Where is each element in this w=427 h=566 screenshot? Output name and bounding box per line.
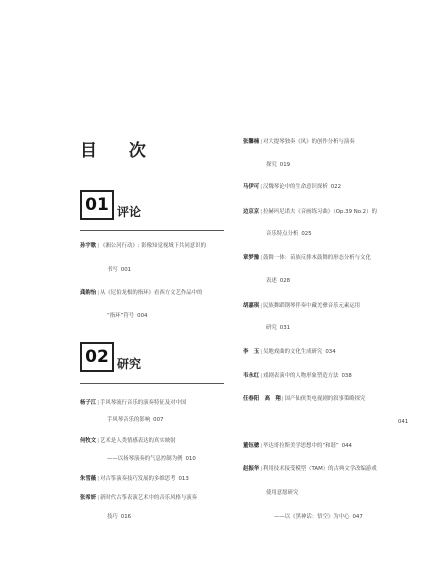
- entry-author: 孙宇歌: [80, 243, 97, 249]
- toc-entry-continuation: [266, 162, 290, 169]
- toc-entry-continuation: [266, 325, 290, 332]
- toc-entry[interactable]: [243, 184, 341, 191]
- entry-title-line: 戏剧表演中的人物形象塑造方法: [263, 373, 339, 379]
- entry-title-line: 探究: [266, 162, 277, 168]
- entry-title-line: 音乐特点分析: [266, 231, 299, 237]
- entry-title-line: 鼓舞一体：苗族反排木鼓舞的形态分析与文化: [263, 255, 371, 261]
- entry-author: 何牧文: [80, 438, 97, 444]
- entry-author: 胡嘉琪: [243, 303, 260, 309]
- entry-page: 038: [341, 373, 352, 379]
- entry-separator: |: [260, 349, 263, 355]
- section-rule-01: [80, 230, 224, 231]
- toc-entry[interactable]: [80, 476, 189, 483]
- section-rule-02: [80, 383, 224, 384]
- entry-page: 028: [279, 278, 291, 284]
- entry-title-line: 技巧: [107, 514, 118, 520]
- toc-entry-continuation: [107, 267, 131, 274]
- toc-entry[interactable]: [243, 255, 371, 262]
- entry-title-line: 民族舞蹈钢琴伴奏中藏羌彝音乐元素运用: [263, 303, 361, 309]
- entry-author: 杨子江: [80, 400, 97, 406]
- entry-author: 张馨楠: [243, 139, 260, 145]
- entry-page: 016: [120, 514, 132, 520]
- section-number-01: 01: [80, 190, 114, 220]
- toc-entry-continuation: [107, 514, 131, 521]
- entry-page: 019: [279, 162, 291, 168]
- entry-title-line: 研究: [266, 325, 277, 331]
- toc-entry-continuation: [107, 456, 196, 463]
- toc-title: 目 次: [80, 141, 159, 161]
- toc-entry[interactable]: [243, 349, 336, 356]
- entry-separator: |: [260, 303, 263, 309]
- entry-page: 047: [352, 514, 363, 520]
- entry-title-line: 从《尼伯龙根的指环》看西方文艺作品中的: [100, 290, 203, 296]
- entry-title-line: 新时代古筝表演艺术中的音乐风格与演奏: [100, 495, 198, 501]
- entry-page: 044: [341, 443, 352, 449]
- entry-separator: |: [97, 243, 100, 249]
- entry-title-line: 使用意愿研究: [266, 490, 299, 496]
- toc-entry[interactable]: [80, 438, 176, 445]
- entry-separator: |: [260, 373, 263, 379]
- toc-entry-continuation: [398, 419, 408, 426]
- entry-title-line: 吴地戏曲的文化生成研究: [263, 349, 323, 355]
- entry-separator: |: [260, 255, 263, 261]
- entry-separator: |: [97, 290, 100, 296]
- entry-author: 马伊可: [243, 184, 260, 190]
- toc-entry-continuation: [107, 417, 163, 424]
- entry-separator: |: [97, 495, 100, 501]
- section-name-02: 研究: [117, 357, 142, 371]
- entry-title-line: 拉赫玛尼诺夫《音画练习曲》（Op.39 No.2）的: [263, 209, 377, 215]
- toc-entry[interactable]: [243, 396, 365, 403]
- entry-title-line: 国产仙侠类电视剧的叙事策略探究: [284, 396, 366, 402]
- entry-author: 李 玉: [243, 349, 260, 355]
- entry-page: 031: [279, 325, 291, 331]
- entry-separator: |: [260, 184, 263, 190]
- entry-author: 张希妍: [80, 495, 97, 501]
- section-number-02: 02: [80, 342, 114, 372]
- entry-title-line: 毕达哥拉斯美学思想中的“和谐”: [263, 443, 339, 449]
- toc-entry[interactable]: [80, 400, 186, 407]
- entry-page: 013: [178, 476, 189, 482]
- entry-title-line: ——以扬琴演奏的气息控制为例: [107, 456, 183, 462]
- entry-author: 朱雪薇: [80, 476, 97, 482]
- toc-entry[interactable]: [243, 303, 360, 310]
- toc-entry-continuation: [266, 278, 290, 285]
- entry-title-line: 对大提琴独奏《风》的创作分析与演奏: [263, 139, 355, 145]
- entry-title-line: 《湘公河行动》: 影像知觉视域下共同意识的: [100, 243, 206, 249]
- entry-separator: |: [281, 396, 284, 402]
- entry-separator: |: [97, 476, 100, 482]
- entry-author: 边京京: [243, 209, 260, 215]
- entry-title-line: 利用技术接受模型（TAM）的古典文学改编游戏: [263, 466, 377, 472]
- entry-title-line: 表述: [266, 278, 277, 284]
- entry-page: 022: [330, 184, 342, 190]
- entry-author: 龚韵怡: [80, 290, 97, 296]
- entry-separator: |: [260, 209, 263, 215]
- entry-page: 004: [137, 313, 148, 319]
- entry-author: 董钰骢: [243, 443, 260, 449]
- toc-entry-continuation: [274, 514, 363, 521]
- entry-title-line: 手风琴音乐的影响: [107, 417, 151, 423]
- section-header-02: [80, 342, 141, 372]
- toc-entry-continuation: [266, 490, 298, 497]
- entry-page: 010: [185, 456, 196, 462]
- entry-author: 韦永红: [243, 373, 260, 379]
- entry-title-line: 汉魏琴论中的生命意识探析: [263, 184, 328, 190]
- toc-entry[interactable]: [243, 373, 352, 380]
- entry-title-line: 书写: [107, 267, 118, 273]
- entry-separator: |: [260, 139, 263, 145]
- entry-separator: |: [97, 400, 100, 406]
- toc-entry[interactable]: [243, 466, 377, 473]
- entry-page: 041: [398, 419, 409, 425]
- entry-separator: |: [260, 443, 263, 449]
- entry-page: 007: [153, 417, 164, 423]
- toc-entry[interactable]: [80, 243, 206, 250]
- entry-title-line: 艺术是人类情感表达的真实映射: [100, 438, 176, 444]
- entry-page: 025: [301, 231, 312, 237]
- toc-entry[interactable]: [243, 443, 352, 450]
- toc-entry[interactable]: [243, 209, 377, 216]
- toc-entry[interactable]: [80, 290, 202, 297]
- section-name-01: 评论: [117, 205, 142, 219]
- entry-title-line: 手风琴流行音乐的演奏特征及对中国: [100, 400, 187, 406]
- entry-title-line: “指环”符号: [107, 313, 135, 319]
- section-header-01: [80, 190, 141, 220]
- entry-page: 001: [120, 267, 132, 273]
- entry-author: 赵振华: [243, 466, 260, 472]
- entry-page: 034: [325, 349, 336, 355]
- entry-separator: |: [97, 438, 100, 444]
- entry-separator: |: [260, 466, 263, 472]
- toc-entry-continuation: [266, 231, 312, 238]
- entry-title-line: ——以《黑神话：悟空》为中心: [274, 514, 350, 520]
- entry-author: 任春阳 高 翔: [243, 396, 281, 402]
- toc-entry[interactable]: [80, 495, 197, 502]
- entry-author: 章梦豫: [243, 255, 260, 261]
- toc-entry[interactable]: [243, 139, 355, 146]
- entry-title-line: 对古筝演奏技巧发展的多维思考: [100, 476, 176, 482]
- toc-entry-continuation: [107, 313, 147, 320]
